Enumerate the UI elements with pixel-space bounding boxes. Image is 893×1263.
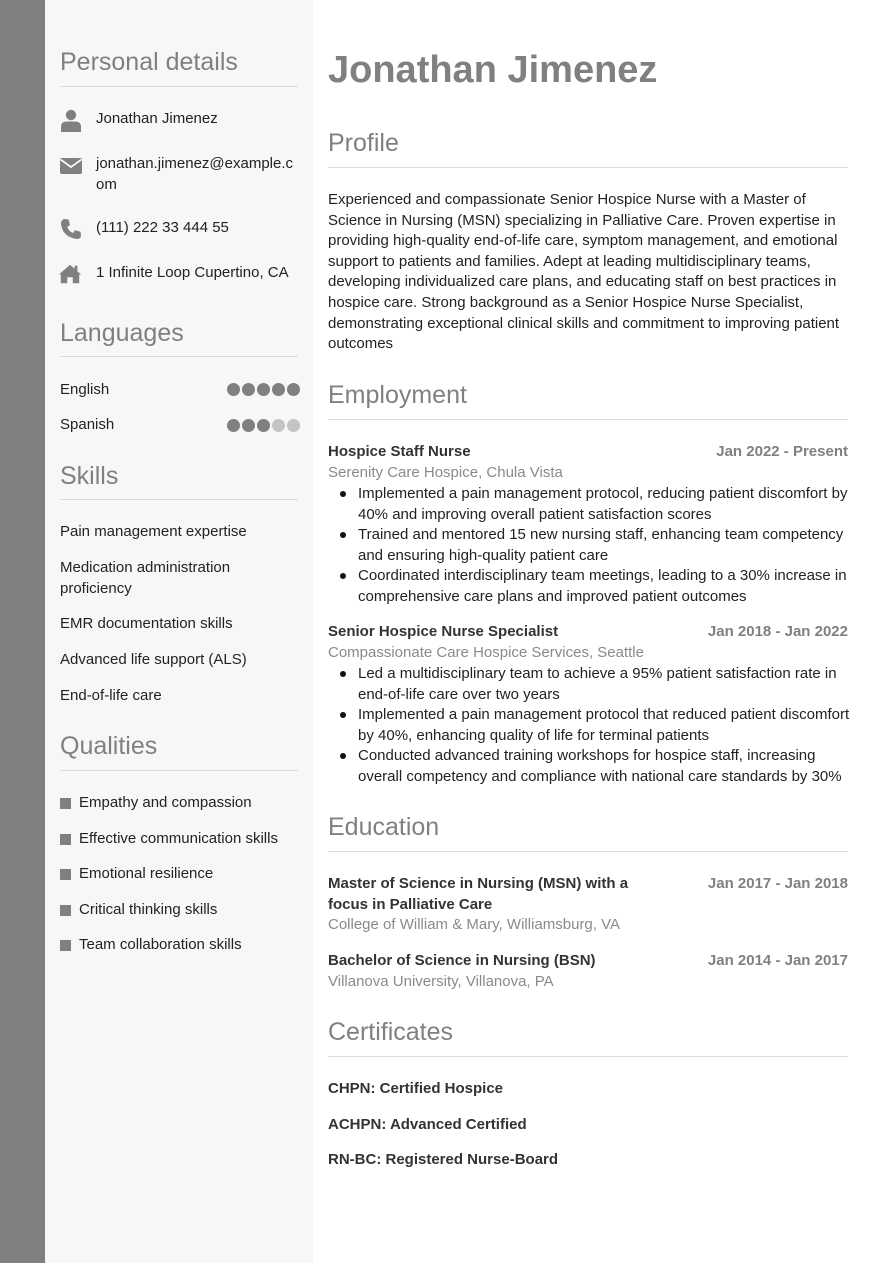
job-bullet: Implemented a pain management protocol that reduced patient discomfort by 40%, enhancing quality of life for terminal patients: [328, 705, 850, 746]
quality-item: Team collaboration skills: [79, 936, 242, 953]
job-bullet: Coordinated interdisciplinary team meetings, leading to a 30% increase in comprehensive care plans and improved patient outcomes: [328, 566, 850, 607]
sidebar: [45, 0, 313, 1263]
quality-item: Empathy and compassion: [79, 794, 252, 811]
level-dot: [287, 419, 300, 432]
languages-heading: Languages: [60, 319, 184, 347]
language-name: Spanish: [60, 416, 115, 433]
education-dates: Jan 2014 - Jan 2017: [707, 952, 848, 969]
home-icon: [58, 262, 82, 286]
school-name: Villanova University, Villanova, PA: [328, 973, 554, 990]
divider: [60, 86, 298, 87]
divider: [328, 1056, 848, 1057]
job-title: Hospice Staff Nurse: [328, 443, 471, 460]
personal-address: 1 Infinite Loop Cupertino, CA: [96, 264, 289, 281]
quality-item: Critical thinking skills: [79, 901, 218, 918]
level-dot: [272, 383, 285, 396]
level-dot: [257, 383, 270, 396]
level-dot: [242, 419, 255, 432]
certificate-item: ACHPN: Advanced Certified: [328, 1116, 527, 1133]
skill-item: Medication administration proficiency: [60, 559, 231, 597]
divider: [60, 770, 298, 771]
education-dates: Jan 2017 - Jan 2018: [707, 875, 848, 892]
quality-item: Emotional resilience: [79, 865, 214, 882]
level-dot: [227, 419, 240, 432]
job-organization: Compassionate Care Hospice Services, Seattle: [328, 644, 644, 661]
job-bullet: Implemented a pain management protocol, reducing patient discomfort by 40% and improving overall patient satisfaction scores: [328, 484, 850, 525]
profile-heading: Profile: [328, 129, 399, 157]
level-dot: [287, 383, 300, 396]
job-organization: Serenity Care Hospice, Chula Vista: [328, 464, 563, 481]
divider: [328, 167, 848, 168]
divider: [60, 356, 298, 357]
job-dates: Jan 2022 - Present: [716, 443, 848, 460]
skill-item: Advanced life support (ALS): [60, 651, 247, 668]
level-dot: [242, 383, 255, 396]
certificate-item: RN-BC: Registered Nurse-Board: [328, 1151, 559, 1168]
language-name: English: [60, 381, 110, 398]
skill-item: EMR documentation skills: [60, 615, 233, 632]
job-bullet: Conducted advanced training workshops for hospice staff, increasing overall competency and compliance with national care standards by 30%: [328, 746, 850, 787]
quality-item: Effective communication skills: [79, 830, 278, 847]
personal-email[interactable]: jonathan.jimenez@example.com: [96, 155, 293, 193]
certificate-item: CHPN: Certified Hospice: [328, 1080, 504, 1097]
person-icon: [59, 108, 83, 132]
job-bullets: [328, 664, 850, 788]
personal-phone[interactable]: (111) 222 33 444 55: [96, 219, 229, 236]
certificates-heading: Certificates: [328, 1018, 454, 1046]
skill-item: Pain management expertise: [60, 523, 247, 540]
personal-name: Jonathan Jimenez: [96, 110, 218, 127]
resume-name: Jonathan Jimenez: [328, 49, 658, 91]
bullet-square-icon: [60, 905, 71, 916]
language-level-english: [227, 383, 300, 396]
skills-heading: Skills: [60, 462, 119, 490]
school-name: College of William & Mary, Williamsburg, VA: [328, 916, 621, 933]
job-dates: Jan 2018 - Jan 2022: [707, 623, 848, 640]
bullet-square-icon: [60, 869, 71, 880]
level-dot: [257, 419, 270, 432]
bullet-square-icon: [60, 798, 71, 809]
envelope-icon: [59, 154, 83, 178]
education-heading: Education: [328, 813, 440, 841]
job-bullet: Trained and mentored 15 new nursing staff, enhancing team competency and ensuring high-quality patient care: [328, 525, 850, 566]
main-content: [313, 0, 893, 1263]
level-dot: [272, 419, 285, 432]
phone-icon: [59, 217, 83, 241]
divider: [60, 499, 298, 500]
job-title: Senior Hospice Nurse Specialist: [328, 623, 559, 640]
degree-title: Bachelor of Science in Nursing (BSN): [328, 952, 596, 969]
qualities-heading: Qualities: [60, 732, 158, 760]
bullet-square-icon: [60, 834, 71, 845]
divider: [328, 851, 848, 852]
job-bullet: Led a multidisciplinary team to achieve a 95% patient satisfaction rate in end-of-life care over two years: [328, 664, 850, 705]
bullet-square-icon: [60, 940, 71, 951]
skill-item: End-of-life care: [60, 687, 162, 704]
employment-heading: Employment: [328, 381, 467, 409]
language-level-spanish: [227, 419, 300, 432]
job-bullets: [328, 484, 850, 608]
left-accent-stripe: [0, 0, 45, 1263]
degree-title: Master of Science in Nursing (MSN) with a focus in Palliative Care: [328, 875, 629, 913]
profile-text: Experienced and compassionate Senior Hospice Nurse with a Master of Science in Nursing (MSN) specializing in Palliative Care. Proven expertise in providing high-quality end-of-life care, symptom management, and emotional support to patients and families. Adept at leading multidisciplinary teams, developing individualized care plans, and educating staff on best practices in hospice care. Strong background as a Senior Hospice Nurse Specialist, demonstrating exceptional clinical skills and commitment to improving patient outcomes: [328, 191, 840, 353]
divider: [328, 419, 848, 420]
personal-details-heading: Personal details: [60, 48, 238, 76]
level-dot: [227, 383, 240, 396]
